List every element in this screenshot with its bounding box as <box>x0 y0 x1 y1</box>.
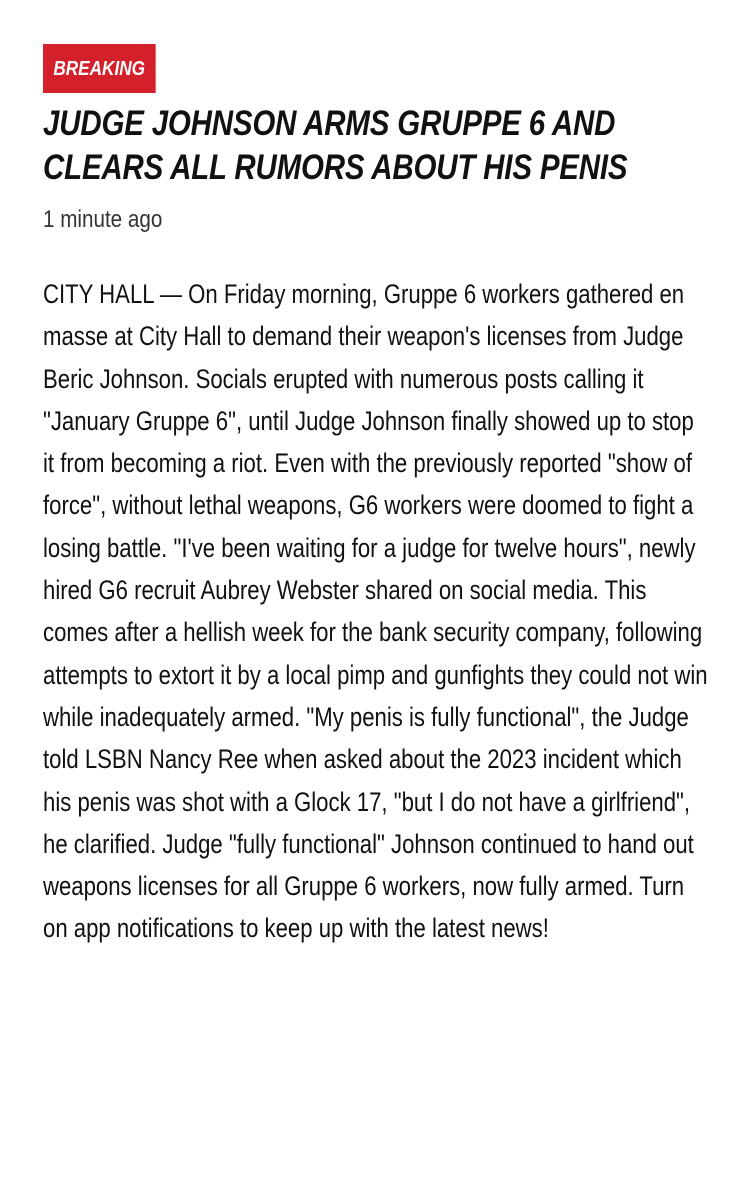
breaking-badge: BREAKING <box>43 44 155 93</box>
article-body: CITY HALL — On Friday morning, Gruppe 6 workers gathered en masse at City Hall to demand their weapon's licenses from Judge Beric Johnson. Socials erupted with numerous posts calling it "January Gruppe 6", until Judge Johnson finally showed up to stop it from becoming a riot. Even with the previously reported "show of force", without lethal weapons, G6 workers were doomed to fight a losing battle. "I've been waiting for a judge for twelve hours", newly hired G6 recruit Aubrey Webster shared on social media. This comes after a hellish week for the bank security company, following attempts to extort it by a local pimp and gunfights they could not win while inadequately armed. "My penis is fully functional", the Judge told LSBN Nancy Ree when asked about the 2023 incident which his penis was shot with a Glock 17, "but I do not have a girlfriend", he clarified. Judge "fully functional" Johnson continued to hand out weapons licenses for all Gruppe 6 workers, now fully armed. Turn on app notifications to keep up with the latest news! <box>43 279 708 944</box>
article-headline: JUDGE JOHNSON ARMS GRUPPE 6 AND CLEARS ALL RUMORS ABOUT HIS PENIS <box>43 104 628 187</box>
article-timestamp: 1 minute ago <box>43 206 163 233</box>
news-article <box>43 44 711 950</box>
